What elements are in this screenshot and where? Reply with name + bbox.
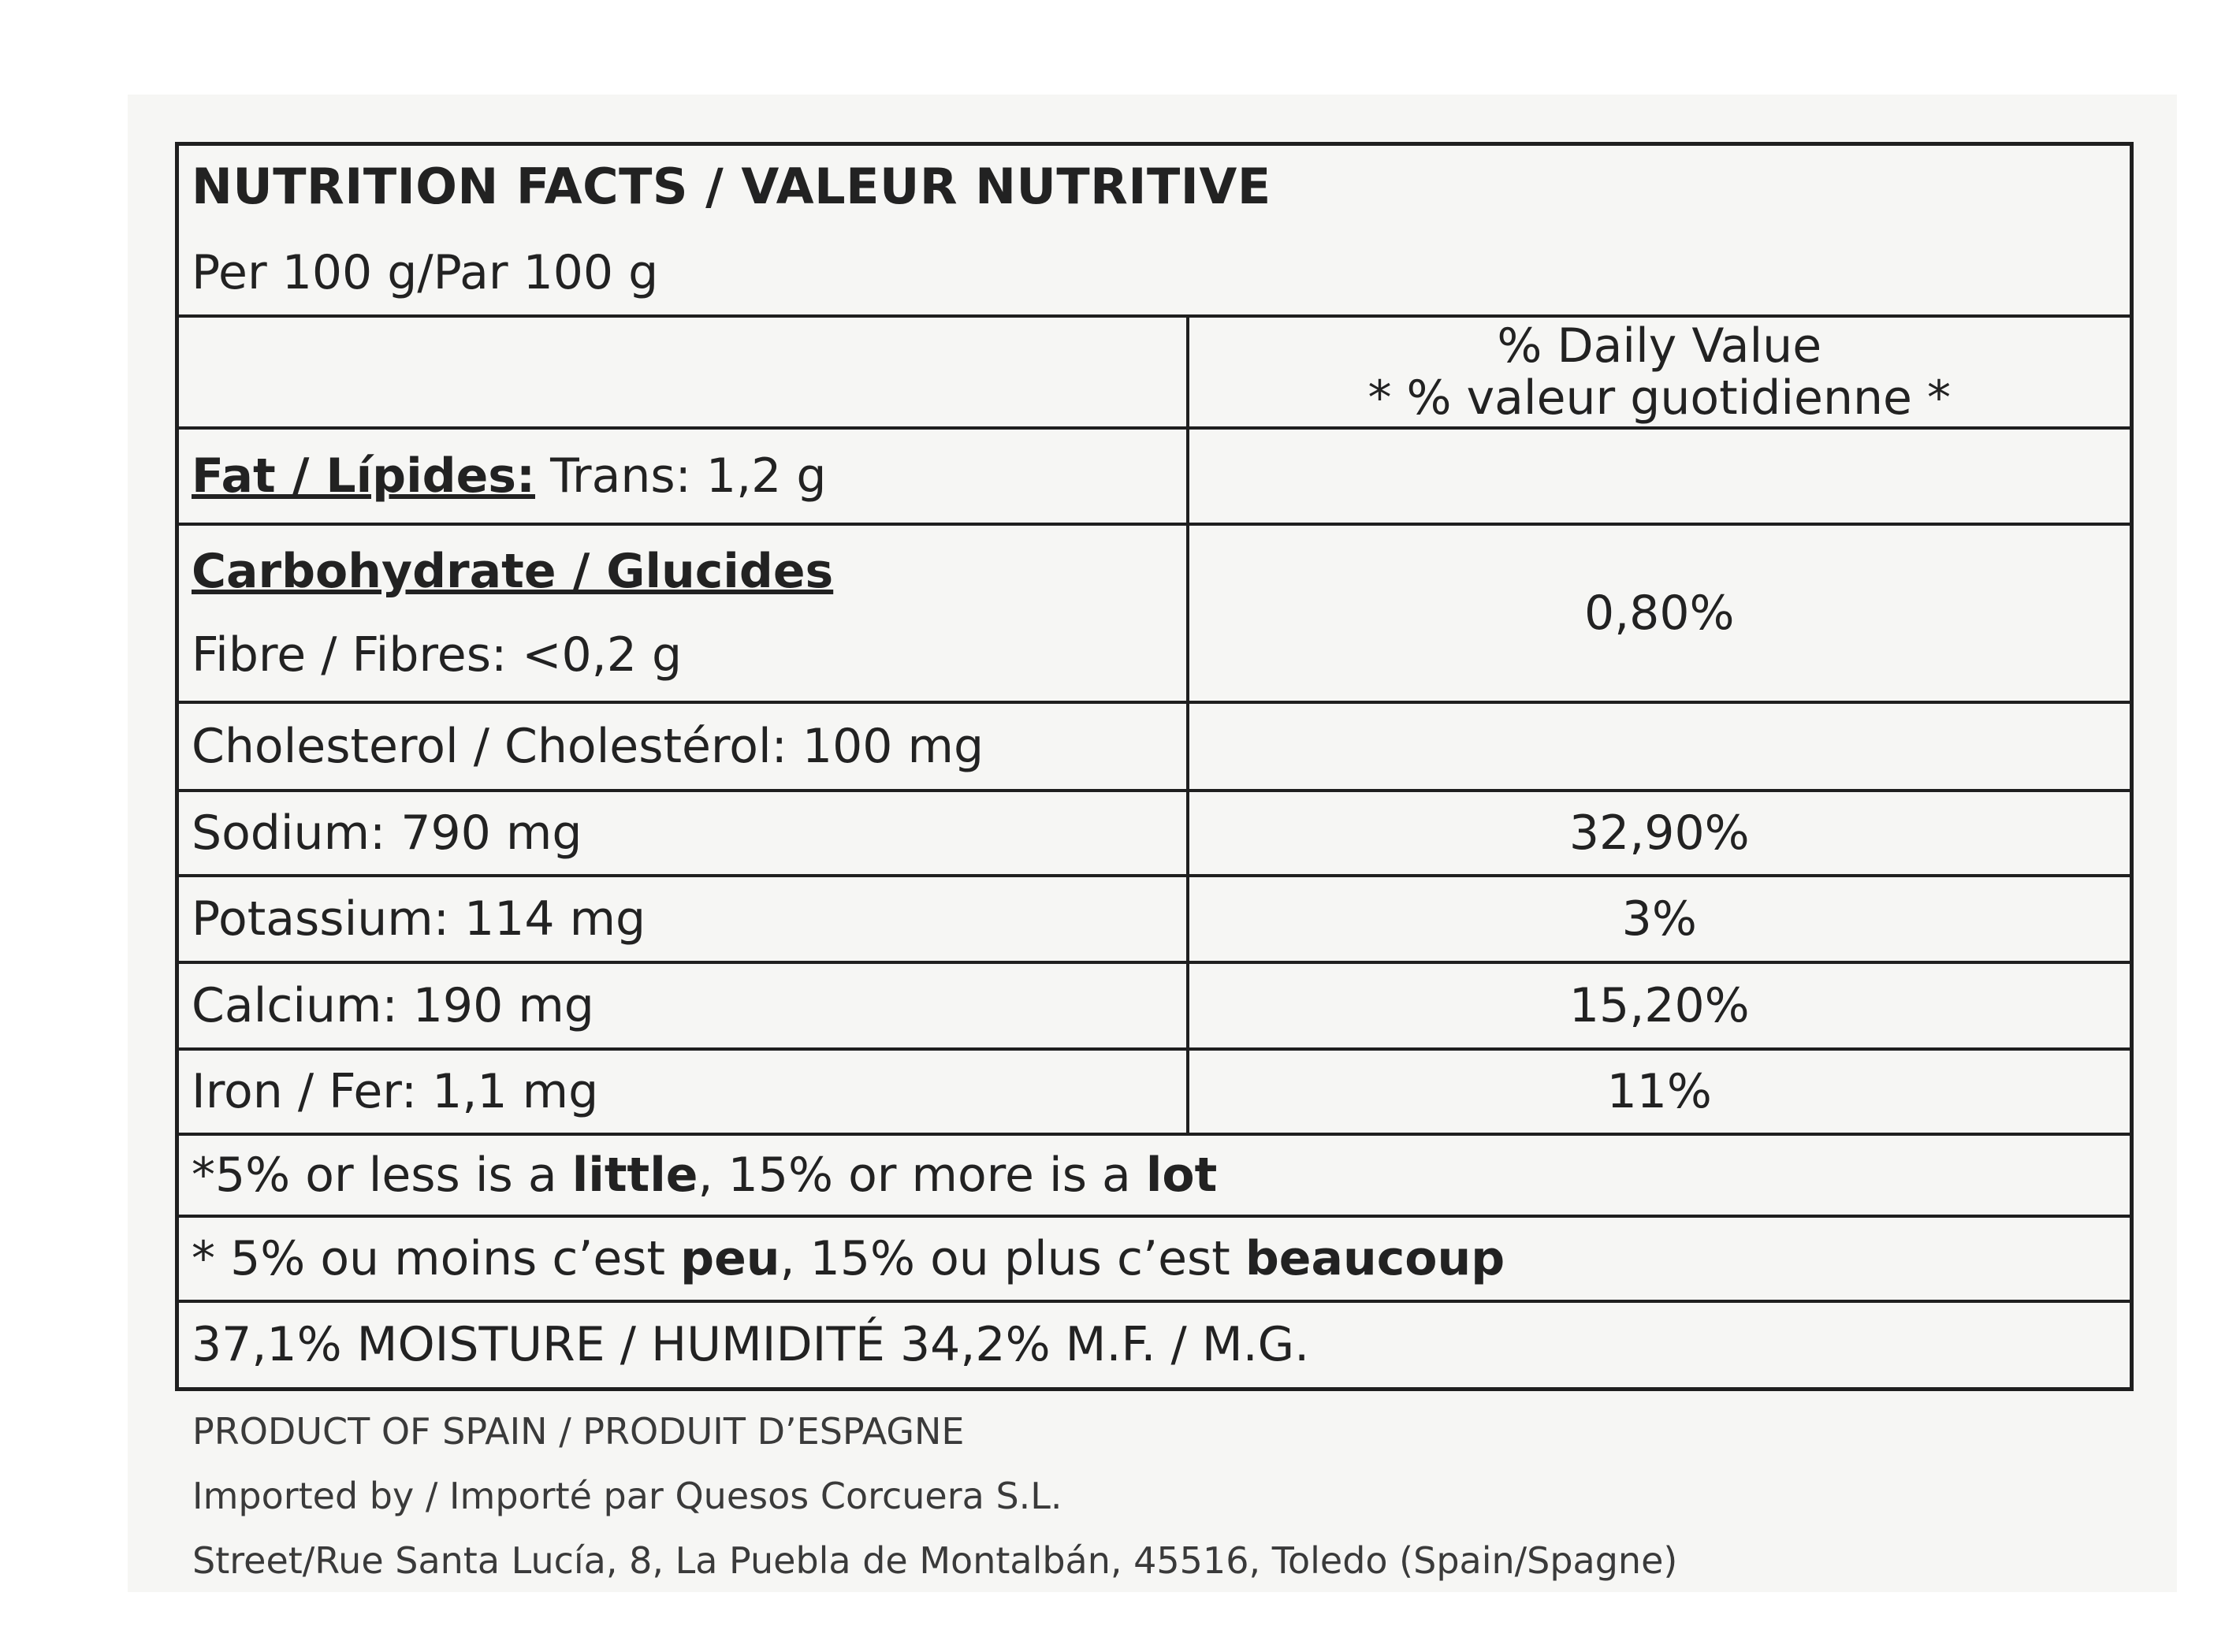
table-row: [177, 428, 2132, 524]
header-cell: [177, 144, 2132, 316]
table-header-row: [177, 144, 2132, 316]
daily-value-header-row: [177, 316, 2132, 428]
cholesterol-dv: [1188, 702, 2132, 791]
empty-cell: [177, 316, 1188, 428]
daily-value-label-en: % Daily Value: [1497, 318, 1822, 374]
fat-cell: [177, 428, 1188, 524]
importer-address: Street/Rue Santa Lucía, 8, La Puebla de Montalbán, 45516, Toledo (Spain/Spagne): [192, 1539, 1678, 1582]
footnote-row: [177, 1134, 2132, 1216]
product-origin: PRODUCT OF SPAIN / PRODUIT D’ESPAGNE: [192, 1410, 965, 1453]
footnote-en-bold-1: little: [571, 1147, 698, 1203]
daily-value-label-fr: * % valeur guotidienne *: [1367, 370, 1951, 426]
calcium-dv: 15,20%: [1188, 962, 2132, 1049]
footnote-fr-bold-2: beaucoup: [1245, 1230, 1505, 1286]
fat-trans-value: Trans: 1,2 g: [535, 448, 827, 504]
moisture-row: [177, 1301, 2132, 1390]
footnote-fr-text-1: * 5% ou moins c’est: [192, 1230, 681, 1286]
importer-line: Imported by / Importé par Quesos Corcuera S.L.: [192, 1475, 1062, 1517]
sodium-dv: 32,90%: [1188, 791, 2132, 876]
fibre-value: Fibre / Fibres: <0,2 g: [192, 627, 683, 683]
daily-value-header: [1188, 316, 2132, 428]
potassium-dv: 3%: [1188, 876, 2132, 962]
footnote-en-text-1: *5% or less is a: [192, 1147, 572, 1203]
iron-value: Iron / Fer: 1,1 mg: [177, 1049, 1188, 1134]
serving-size: Per 100 g/Par 100 g: [192, 245, 659, 301]
footnote-en: [177, 1134, 2132, 1216]
potassium-value: Potassium: 114 mg: [177, 876, 1188, 962]
table-row: [177, 702, 2132, 791]
table-row: [177, 791, 2132, 876]
footnote-row: [177, 1216, 2132, 1301]
table-row: [177, 876, 2132, 962]
footnote-fr: [177, 1216, 2132, 1301]
fat-label: Fat / Lípides:: [192, 448, 535, 504]
carb-label: Carbohydrate / Glucides: [192, 543, 834, 599]
nutrition-facts-table: [175, 142, 2134, 1391]
label-footer: [192, 1399, 1677, 1593]
carb-dv: 0,80%: [1188, 524, 2132, 702]
table-row: [177, 1049, 2132, 1134]
footnote-fr-text-2: , 15% ou plus c’est: [780, 1230, 1245, 1286]
cholesterol-value: Cholesterol / Cholestérol: 100 mg: [177, 702, 1188, 791]
carb-cell: [177, 524, 1188, 702]
table-row: [177, 524, 2132, 702]
table-row: [177, 962, 2132, 1049]
calcium-value: Calcium: 190 mg: [177, 962, 1188, 1049]
footnote-en-text-2: , 15% or more is a: [698, 1147, 1146, 1203]
table-title: NUTRITION FACTS / VALEUR NUTRITIVE: [192, 158, 1271, 215]
fat-dv: [1188, 428, 2132, 524]
iron-dv: 11%: [1188, 1049, 2132, 1134]
footnote-fr-bold-1: peu: [680, 1230, 780, 1286]
moisture-fat-content: 37,1% MOISTURE / HUMIDITÉ 34,2% M.F. / M.G.: [177, 1301, 2132, 1390]
footnote-en-bold-2: lot: [1145, 1147, 1218, 1203]
sodium-value: Sodium: 790 mg: [177, 791, 1188, 876]
